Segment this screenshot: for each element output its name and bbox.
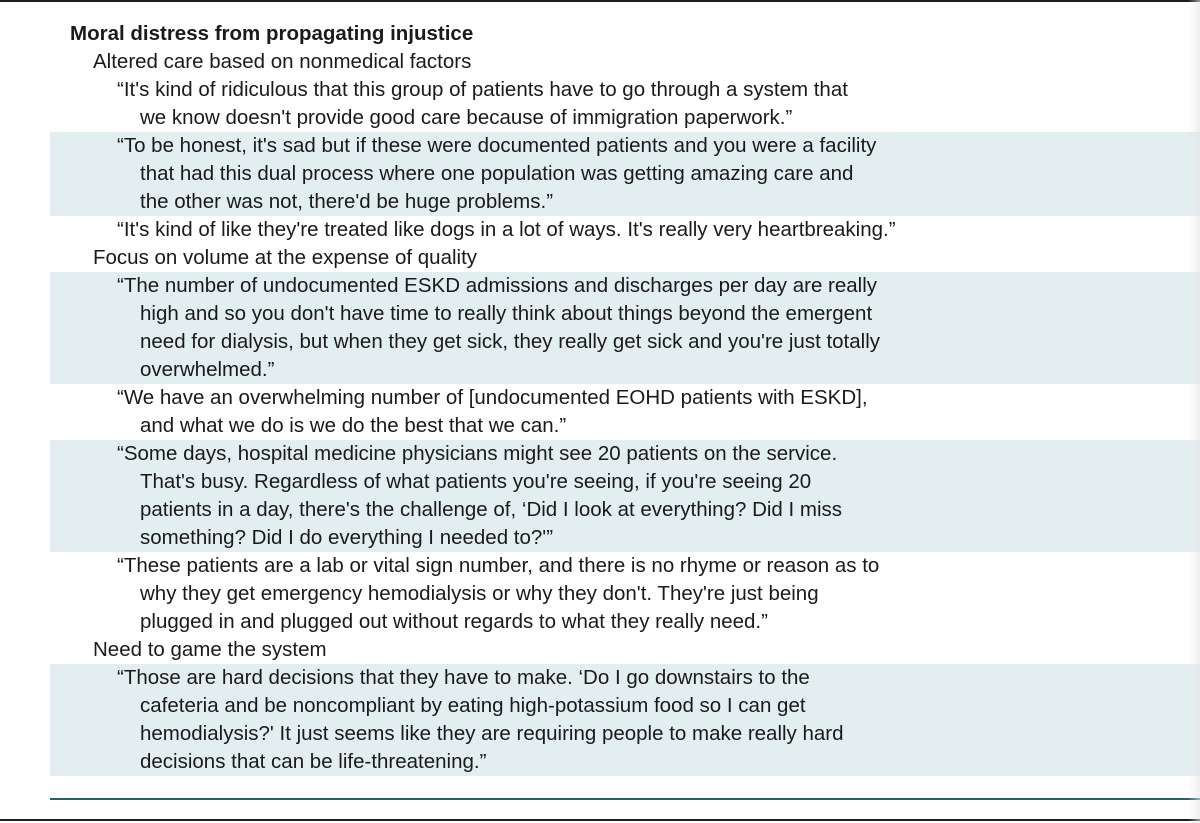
quote-line: “Some days, hospital medicine physicians might see 20 patients on the service. [117, 442, 838, 465]
section-label: Altered care based on nonmedical factors [93, 50, 472, 73]
quote-line: we know doesn't provide good care because of immigration paperwork.” [140, 106, 793, 129]
quote-line: patients in a day, there's the challenge of, ‘Did I look at everything? Did I miss [140, 498, 843, 521]
section-label: Need to game the system [93, 638, 327, 661]
quote-line: “Those are hard decisions that they have to make. ‘Do I go downstairs to the [117, 666, 810, 689]
quote-line: plugged in and plugged out without regards to what they really need.” [140, 610, 768, 633]
quote-row [50, 272, 1200, 384]
quote-row [50, 664, 1200, 776]
quote-line: “The number of undocumented ESKD admissions and discharges per day are really [117, 274, 878, 297]
quote-line: “It's kind of ridiculous that this group of patients have to go through a system that [117, 78, 848, 101]
quote-line: cafeteria and be noncompliant by eating high-potassium food so I can get [140, 694, 806, 717]
quote-line: the other was not, there'd be huge problems.” [140, 190, 554, 213]
quote-line: decisions that can be life-threatening.” [140, 750, 487, 773]
quote-line: why they get emergency hemodialysis or why they don't. They're just being [140, 582, 819, 605]
quote-line: that had this dual process where one population was getting amazing care and [140, 162, 854, 185]
quote-line: That's busy. Regardless of what patients you're seeing, if you're seeing 20 [140, 470, 812, 493]
quote-row [50, 384, 1200, 440]
quote-row [50, 132, 1200, 216]
quote-row [50, 552, 1200, 636]
quote-line: “It's kind of like they're treated like dogs in a lot of ways. It's really very heartbreaking.” [117, 218, 896, 241]
right-edge-shade [1188, 0, 1200, 823]
quote-line: hemodialysis?' It just seems like they are requiring people to make really hard [140, 722, 844, 745]
section-label: Focus on volume at the expense of quality [93, 246, 478, 269]
table-heading: Moral distress from propagating injustice [70, 22, 474, 45]
quote-line: overwhelmed.” [140, 358, 275, 381]
quote-row [50, 440, 1200, 552]
bottom-border [0, 819, 1200, 821]
quote-line: “To be honest, it's sad but if these were documented patients and you were a facility [117, 134, 877, 157]
table-bottom-rule [50, 798, 1200, 800]
quote-line: and what we do is we do the best that we can.” [140, 414, 567, 437]
quote-line: high and so you don't have time to really think about things beyond the emergent [140, 302, 873, 325]
quote-line: something? Did I do everything I needed to?'” [140, 526, 554, 549]
quote-table [50, 18, 1200, 776]
quote-line: need for dialysis, but when they get sick, they really get sick and you're just totally [140, 330, 881, 353]
quote-row [50, 216, 1200, 244]
top-border [0, 0, 1200, 2]
quote-row [50, 76, 1200, 132]
quote-line: “We have an overwhelming number of [undocumented EOHD patients with ESKD], [117, 386, 868, 409]
quote-line: “These patients are a lab or vital sign number, and there is no rhyme or reason as to [117, 554, 880, 577]
